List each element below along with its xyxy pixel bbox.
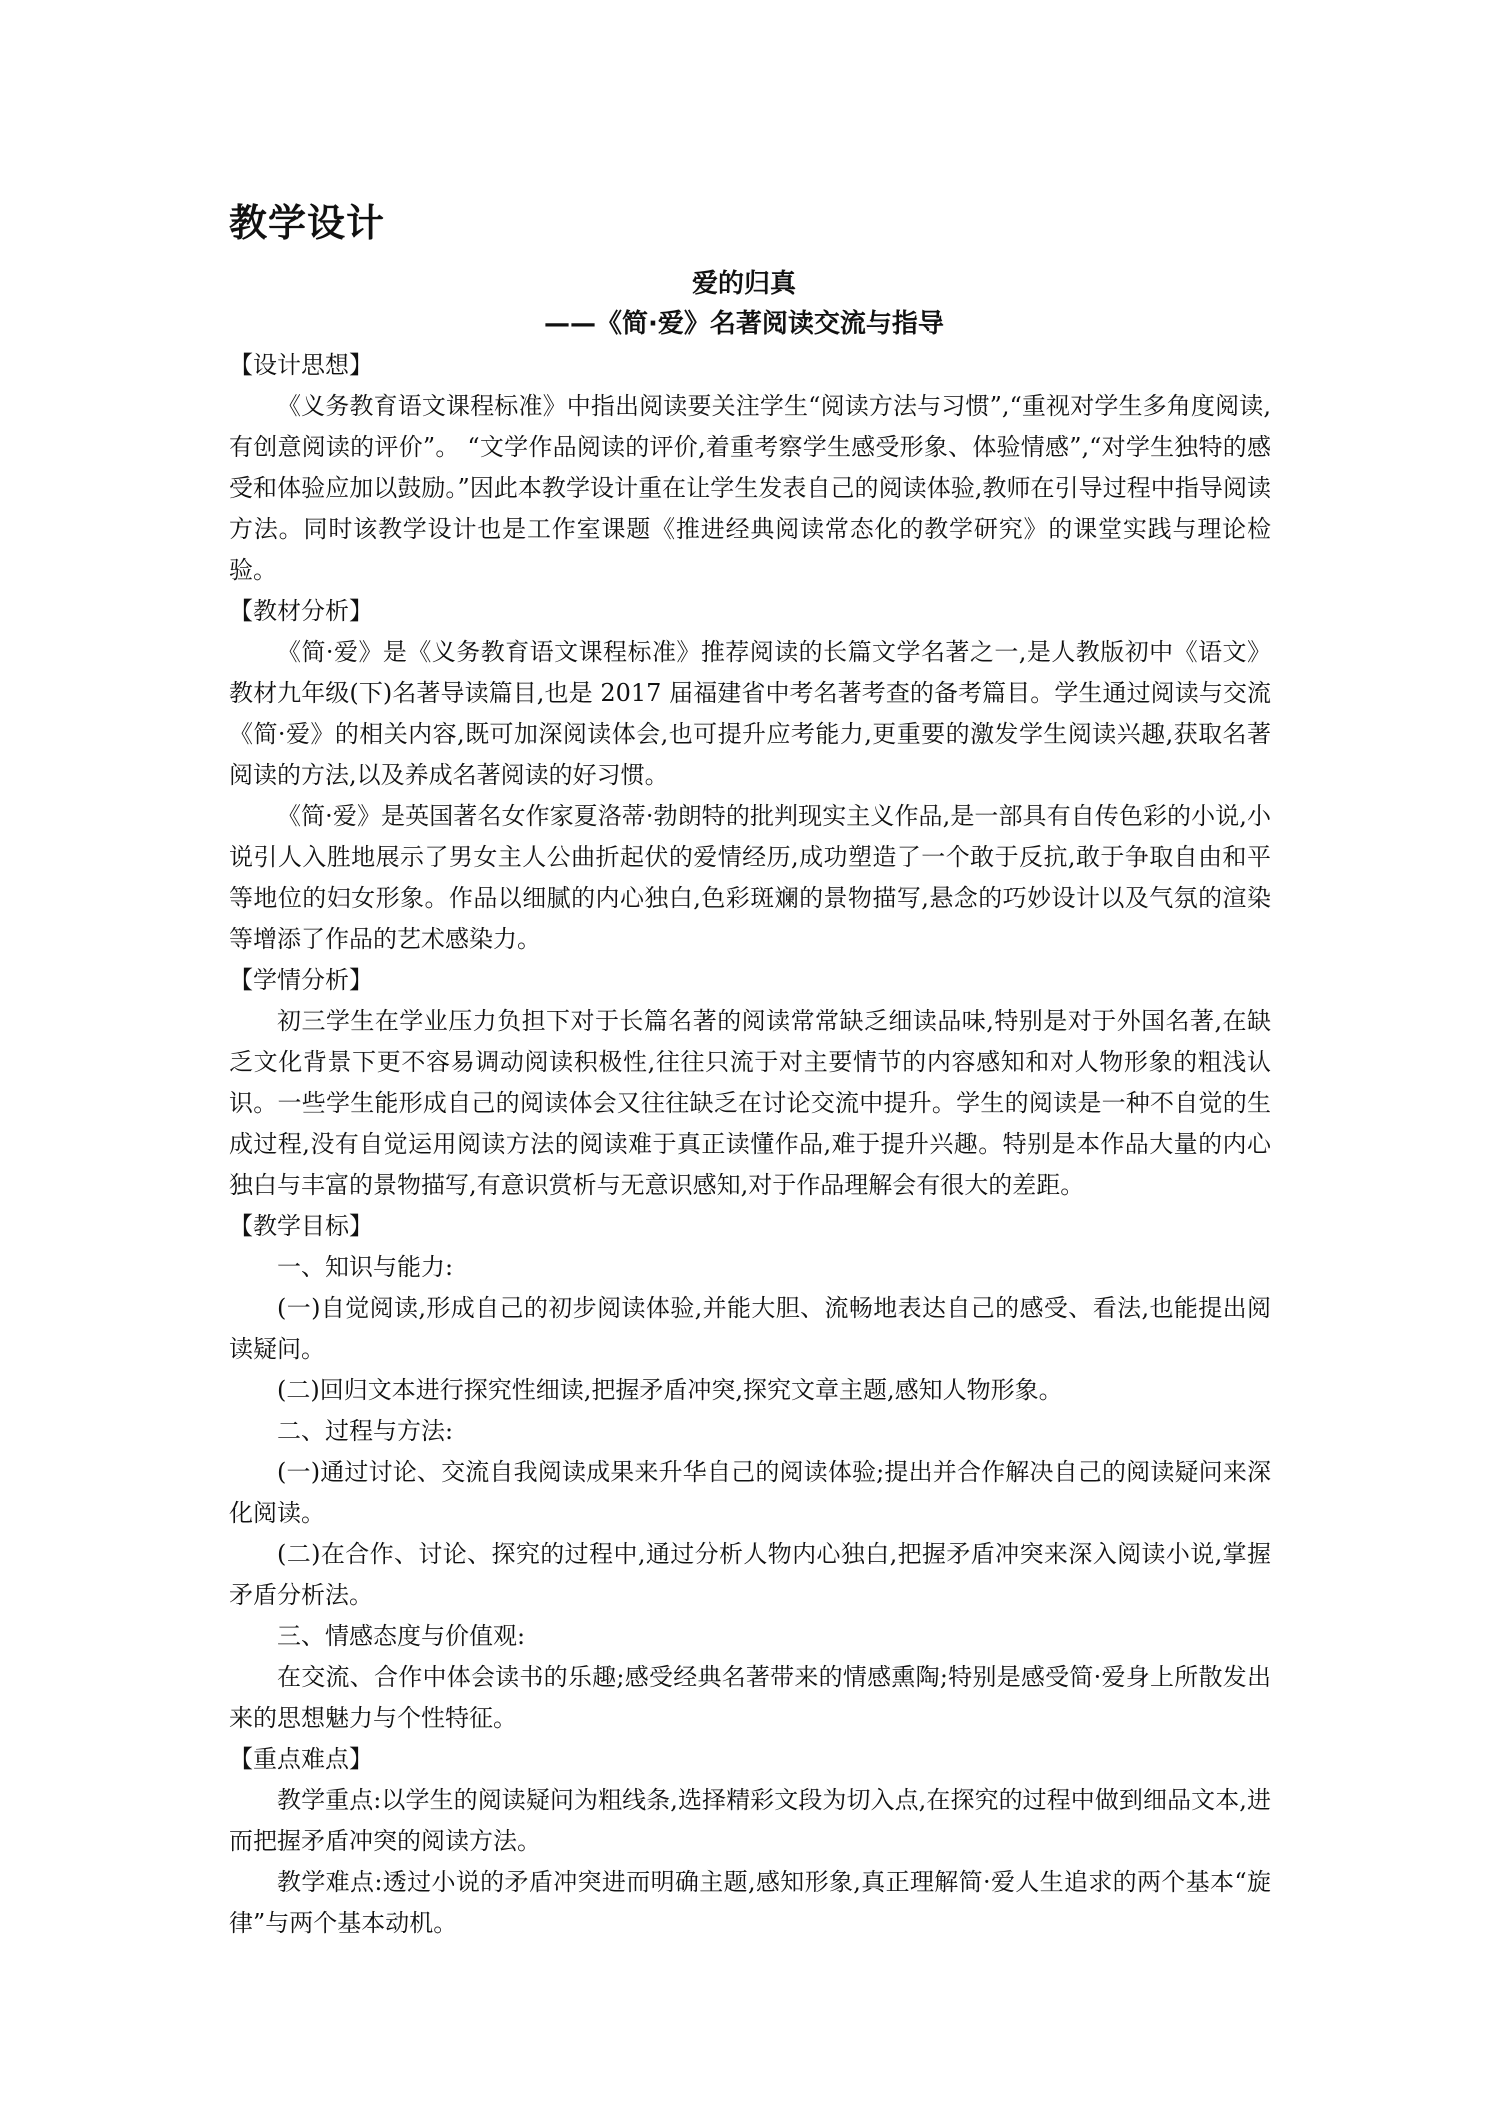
section-label-objectives: 【教学目标】: [229, 1212, 373, 1240]
section-label-learner-analysis: 【学情分析】: [229, 966, 373, 994]
objective-knowledge-1: (一)自觉阅读,形成自己的初步阅读体验,并能大胆、流畅地表达自己的感受、看法,也能提出阅读疑问。: [229, 1294, 1271, 1363]
teaching-focus-paragraph: 教学重点:以学生的阅读疑问为粗线条,选择精彩文段为切入点,在探究的过程中做到细品文本,进而把握矛盾冲突的阅读方法。: [229, 1786, 1271, 1855]
objective-process-1: (一)通过讨论、交流自我阅读成果来升华自己的阅读体验;提出并合作解决自己的阅读疑问来深化阅读。: [229, 1458, 1271, 1527]
objective-group-knowledge: 一、知识与能力:: [277, 1253, 454, 1281]
document-heading: 教学设计: [229, 201, 386, 245]
section-label-key-points: 【重点难点】: [229, 1745, 373, 1773]
objective-group-process: 二、过程与方法:: [277, 1417, 454, 1445]
objective-emotion-1: 在交流、合作中体会读书的乐趣;感受经典名著带来的情感熏陶;特别是感受简·爱身上所散发出来的思想魅力与个性特征。: [229, 1663, 1271, 1732]
lesson-subtitle: ——《简·爱》名著阅读交流与指导: [544, 309, 944, 339]
textbook-analysis-paragraph-1: 《简·爱》是《义务教育语文课程标准》推荐阅读的长篇文学名著之一,是人教版初中《语文》教材九年级(下)名著导读篇目,也是 2017 届福建省中考名著考查的备考篇目。学生通过阅读与交流《简·爱》的相关内容,既可加深阅读体会,也可提升应考能力,更重要的激发学生阅读兴趣,获取名著阅读的方法,以及养成名著阅读的好习惯。: [229, 638, 1271, 789]
document-body: [229, 345, 1271, 1944]
section-label-textbook-analysis: 【教材分析】: [229, 597, 373, 625]
objective-knowledge-2: (二)回归文本进行探究性细读,把握矛盾冲突,探究文章主题,感知人物形象。: [277, 1376, 1063, 1404]
objective-process-2: (二)在合作、讨论、探究的过程中,通过分析人物内心独白,把握矛盾冲突来深入阅读小说,掌握矛盾分析法。: [229, 1540, 1271, 1609]
lesson-title: 爱的归真: [691, 269, 796, 299]
textbook-analysis-paragraph-2: 《简·爱》是英国著名女作家夏洛蒂·勃朗特的批判现实主义作品,是一部具有自传色彩的小说,小说引人入胜地展示了男女主人公曲折起伏的爱情经历,成功塑造了一个敢于反抗,敢于争取自由和平等地位的妇女形象。作品以细腻的内心独白,色彩斑斓的景物描写,悬念的巧妙设计以及气氛的渲染等增添了作品的艺术感染力。: [229, 802, 1271, 953]
learner-analysis-paragraph: 初三学生在学业压力负担下对于长篇名著的阅读常常缺乏细读品味,特别是对于外国名著,在缺乏文化背景下更不容易调动阅读积极性,往往只流于对主要情节的内容感知和对人物形象的粗浅认识。一些学生能形成自己的阅读体会又往往缺乏在讨论交流中提升。学生的阅读是一种不自觉的生成过程,没有自觉运用阅读方法的阅读难于真正读懂作品,难于提升兴趣。特别是本作品大量的内心独白与丰富的景物描写,有意识赏析与无意识感知,对于作品理解会有很大的差距。: [229, 1007, 1271, 1199]
objective-group-emotion: 三、情感态度与价值观:: [277, 1622, 526, 1650]
teaching-difficulty-paragraph: 教学难点:透过小说的矛盾冲突进而明确主题,感知形象,真正理解简·爱人生追求的两个基本“旋律”与两个基本动机。: [229, 1868, 1271, 1937]
design-idea-paragraph: 《义务教育语文课程标准》中指出阅读要关注学生“阅读方法与习惯”,“重视对学生多角度阅读,有创意阅读的评价”。 “文学作品阅读的评价,着重考察学生感受形象、体验情感”,“对学生独特的感受和体验应加以鼓励。”因此本教学设计重在让学生发表自己的阅读体验,教师在引导过程中指导阅读方法。同时该教学设计也是工作室课题《推进经典阅读常态化的教学研究》的课堂实践与理论检验。: [229, 392, 1271, 584]
section-label-design-idea: 【设计思想】: [229, 351, 373, 379]
